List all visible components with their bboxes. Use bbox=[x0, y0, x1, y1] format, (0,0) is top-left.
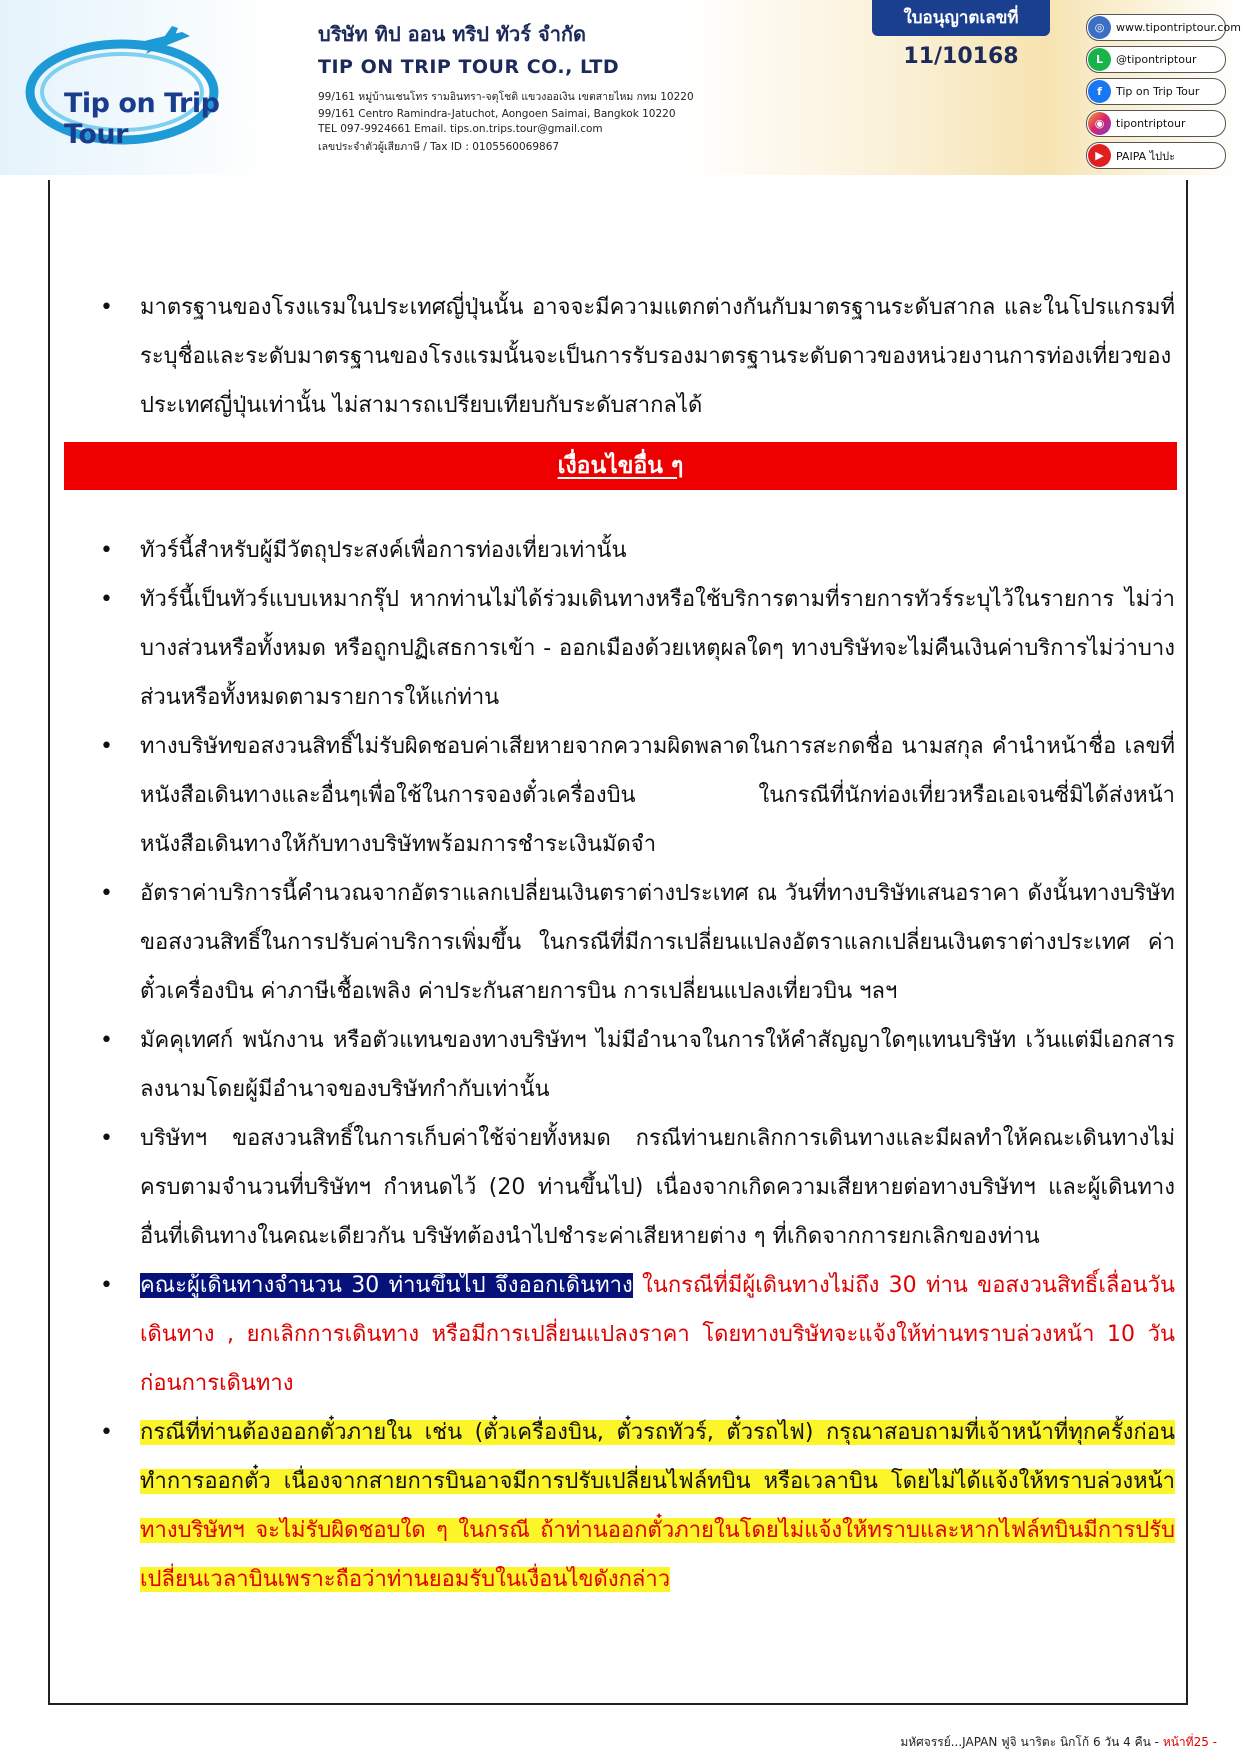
condition-text: ทัวร์นี้สำหรับผู้มีวัตถุประสงค์เพื่อการท่องเที่ยวเท่านั้น bbox=[140, 538, 627, 563]
list-item bbox=[100, 1016, 1175, 1114]
domestic-ticket-disclaimer: ทางบริษัทฯ จะไม่รับผิดชอบใด ๆ ในกรณี ถ้าท่านออกตั๋วภายในโดยไม่แจ้งให้ทราบและหากไฟล์ทบินมีการปรับเปลี่ยนเวลาบินเพราะถือว่าท่านยอมรับในเงื่อนไขดังกล่าว bbox=[140, 1518, 1175, 1592]
social-label: www.tipontriptour.com bbox=[1116, 21, 1241, 34]
section-title: เงื่อนไขอื่น ๆ bbox=[557, 453, 684, 479]
bullet-icon: • bbox=[100, 295, 113, 320]
youtube-icon: ▶ bbox=[1088, 144, 1111, 167]
group-size-highlight: คณะผู้เดินทางจำนวน 30 ท่านขึ้นไป จึงออกเดินทาง bbox=[140, 1273, 633, 1298]
hotel-standard-note: มาตรฐานของโรงแรมในประเทศญี่ปุ่นนั้น อาจจะมีความแตกต่างกันกับมาตรฐานระดับสากล และในโปรแกรมที่ระบุชื่อและระดับมาตรฐานของโรงแรมนั้นจะเป็นการรับรองมาตรฐานระดับดาวของหน่วยงานการท่องเที่ยวของประเทศญี่ปุ่นเท่านั้น ไม่สามารถเปรียบเทียบกับระดับสากลได้ bbox=[140, 295, 1175, 418]
bullet-icon: • bbox=[100, 881, 113, 906]
page-footer bbox=[900, 1733, 1217, 1752]
line-icon: L bbox=[1088, 48, 1111, 71]
conditions-list bbox=[100, 526, 1175, 1604]
domestic-ticket-note: กรณีที่ท่านต้องออกตั๋วภายใน เช่น (ตั๋วเครื่องบิน, ตั๋วรถทัวร์, ตั๋วรถไฟ) กรุณาสอบถามที่เจ้าหน้าที่ทุกครั้งก่อนทำการออกตั๋ว เนื่องจากสายการบินอาจมีการปรับเปลี่ยนไฟล์ทบิน หรือเวลาบิน โดยไม่ได้แจ้งให้ทราบล่วงหน้า bbox=[140, 1420, 1175, 1494]
instagram-icon: ◉ bbox=[1088, 112, 1111, 135]
section-header-other-conditions bbox=[64, 442, 1177, 490]
list-item bbox=[100, 722, 1175, 869]
social-website[interactable] bbox=[1086, 14, 1241, 41]
footer-program-name: มหัศจรรย์...JAPAN ฟูจิ นาริตะ นิกโก้ 6 วัน 4 คืน - bbox=[900, 1735, 1163, 1749]
list-item bbox=[100, 283, 1175, 430]
company-info bbox=[318, 18, 838, 155]
list-item bbox=[100, 869, 1175, 1016]
social-links bbox=[1086, 14, 1241, 174]
tax-id: เลขประจำตัวผู้เสียภาษี / Tax ID : 0105560069867 bbox=[318, 141, 560, 153]
list-item bbox=[100, 526, 1175, 575]
list-item bbox=[100, 575, 1175, 722]
bullet-icon: • bbox=[100, 734, 113, 759]
bullet-icon: • bbox=[100, 1273, 113, 1298]
globe-icon: ◎ bbox=[1088, 16, 1111, 39]
address-thai: 99/161 หมู่บ้านเชนโทร รามอินทรา-จตุโชติ แขวงออเงิน เขตสายไหม กทม 10220 bbox=[318, 91, 694, 103]
condition-text: ทัวร์นี้เป็นทัวร์แบบเหมากรุ๊ป หากท่านไม่ได้ร่วมเดินทางหรือใช้บริการตามที่รายการทัวร์ระบุไว้ในรายการ ไม่ว่าบางส่วนหรือทั้งหมด หรือถูกปฏิเสธการเข้า - ออกเมืองด้วยเหตุผลใดๆ ทางบริษัทจะไม่คืนเงินค่าบริการไม่ว่าบางส่วนหรือทั้งหมดตามรายการให้แก่ท่าน bbox=[140, 587, 1175, 710]
intro-list bbox=[100, 283, 1175, 430]
social-youtube[interactable] bbox=[1086, 142, 1226, 169]
license-box bbox=[872, 0, 1050, 70]
contact-line: TEL 097-9924661 Email. tips.on.trips.tour@gmail.com bbox=[318, 123, 603, 135]
bullet-icon: • bbox=[100, 1420, 113, 1445]
logo-wordmark: Tip on Trip Tour bbox=[64, 88, 220, 150]
bullet-icon: • bbox=[100, 1028, 113, 1053]
list-item bbox=[100, 1261, 1175, 1408]
social-label: PAIPA ไปปะ bbox=[1116, 149, 1176, 163]
condition-text: อัตราค่าบริการนี้คำนวณจากอัตราแลกเปลี่ยนเงินตราต่างประเทศ ณ วันที่ทางบริษัทเสนอราคา ดังนั้นทางบริษัทขอสงวนสิทธิ์ในการปรับค่าบริการเพิ่มขึ้น ในกรณีที่มีการเปลี่ยนแปลงอัตราแลกเปลี่ยนเงินตราต่างประเทศ ค่าตั๋วเครื่องบิน ค่าภาษีเชื้อเพลิง ค่าประกันสายการบิน การเปลี่ยนแปลงเที่ยวบิน ฯลฯ bbox=[140, 881, 1175, 1004]
conditions-content bbox=[100, 283, 1175, 1604]
social-label: tipontriptour bbox=[1116, 117, 1186, 130]
social-instagram[interactable] bbox=[1086, 110, 1226, 137]
license-number: 11/10168 bbox=[903, 44, 1019, 69]
group-size-warning: ในกรณีที่มีผู้เดินทางไม่ถึง 30 ท่าน ขอสงวนสิทธิ์เลื่อนวันเดินทาง , ยกเลิกการเดินทาง หรือมีการเปลี่ยนแปลงราคา โดยทางบริษัทจะแจ้งให้ท่านทราบล่วงหน้า 10 วันก่อนการเดินทาง bbox=[140, 1273, 1175, 1396]
address-english: 99/161 Centro Ramindra-Jatuchot, Aongoen Saimai, Bangkok 10220 bbox=[318, 108, 676, 120]
list-item bbox=[100, 1114, 1175, 1261]
social-facebook[interactable] bbox=[1086, 78, 1226, 105]
condition-text: ทางบริษัทขอสงวนสิทธิ์ไม่รับผิดชอบค่าเสียหายจากความผิดพลาดในการสะกดชื่อ นามสกุล คำนำหน้าชื่อ เลขที่หนังสือเดินทางและอื่นๆเพื่อใช้ในการจองตั๋วเครื่องบิน ในกรณีที่นักท่องเที่ยวหรือเอเจนซี่มิได้ส่งหน้าหนังสือเดินทางให้กับทางบริษัทพร้อมการชำระเงินมัดจำ bbox=[140, 734, 1175, 857]
company-name-thai: บริษัท ทิป ออน ทริป ทัวร์ จำกัด bbox=[318, 22, 587, 46]
page-number: หน้าที่25 - bbox=[1162, 1735, 1217, 1749]
bullet-icon: • bbox=[100, 1126, 113, 1151]
social-label: @tipontriptour bbox=[1116, 53, 1197, 66]
social-line[interactable] bbox=[1086, 46, 1226, 73]
letterhead bbox=[0, 0, 1241, 175]
social-label: Tip on Trip Tour bbox=[1116, 85, 1200, 98]
facebook-icon: f bbox=[1088, 80, 1111, 103]
condition-text: มัคคุเทศก์ พนักงาน หรือตัวแทนของทางบริษัทฯ ไม่มีอำนาจในการให้คำสัญญาใดๆแทนบริษัท เว้นแต่มีเอกสารลงนามโดยผู้มีอำนาจของบริษัทกำกับเท่านั้น bbox=[140, 1028, 1175, 1102]
license-label: ใบอนุญาตเลขที่ bbox=[872, 0, 1050, 36]
list-item bbox=[100, 1408, 1175, 1604]
company-name-english: TIP ON TRIP TOUR CO., LTD bbox=[318, 56, 620, 78]
bullet-icon: • bbox=[100, 538, 113, 563]
company-logo bbox=[22, 14, 272, 154]
bullet-icon: • bbox=[100, 587, 113, 612]
condition-text: บริษัทฯ ขอสงวนสิทธิ์ในการเก็บค่าใช้จ่ายทั้งหมด กรณีท่านยกเลิกการเดินทางและมีผลทำให้คณะเดินทางไม่ครบตามจำนวนที่บริษัทฯ กำหนดไว้ (20 ท่านขึ้นไป) เนื่องจากเกิดความเสียหายต่อทางบริษัทฯ และผู้เดินทางอื่นที่เดินทางในคณะเดียวกัน บริษัทต้องนำไปชำระค่าเสียหายต่าง ๆ ที่เกิดจากการยกเลิกของท่าน bbox=[140, 1126, 1175, 1249]
